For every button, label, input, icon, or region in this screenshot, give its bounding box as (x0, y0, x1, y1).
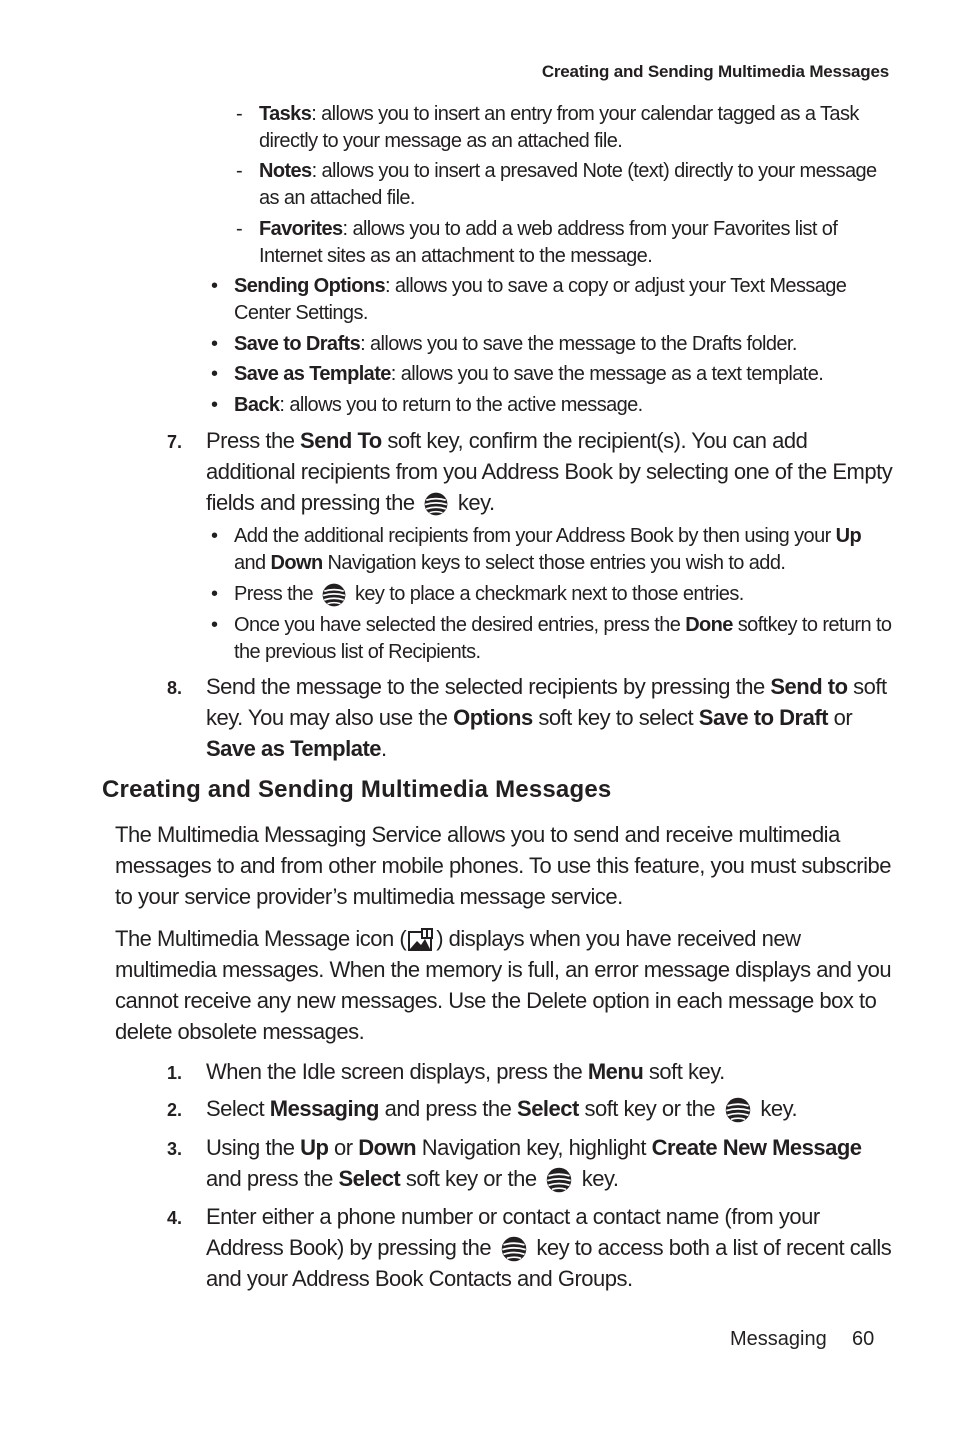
att-globe-ok-key-icon (500, 1235, 528, 1263)
step-3-text: Using the Up or Down Navigation key, highlight Create New Message and press the Select soft key or the key. (206, 1132, 894, 1194)
step-2-text: Select Messaging and press the Select soft key or the key. (206, 1093, 894, 1124)
dash-marker: - (236, 103, 243, 125)
dash-marker: - (236, 218, 243, 240)
item-text: : allows you to insert a presaved Note (text) directly to your message as an attached file. (259, 160, 877, 209)
step-number: 8. (167, 678, 183, 698)
att-globe-ok-key-icon (321, 582, 347, 608)
att-globe-ok-key-icon (545, 1166, 573, 1194)
bullet-marker: • (211, 275, 219, 297)
list-item: Once you have selected the desired entries, press the Done softkey to return to the previous list of Recipients. (234, 614, 892, 663)
step-number: 2. (167, 1100, 183, 1120)
step-number: 3. (167, 1139, 183, 1159)
paragraph: The Multimedia Messaging Service allows you to send and receive multimedia messages to and from other mobile phones. To use this feature, you must subscribe to your service provider’s multimedia message service. (115, 822, 891, 909)
term-save-to-drafts: Save to Drafts (234, 333, 361, 355)
item-text: : allows you to save the message to the Drafts folder. (360, 333, 797, 355)
item-text: : allows you to add a web address from your Favorites list of Internet sites as an attachment to the message. (259, 218, 838, 267)
section-heading: Creating and Sending Multimedia Messages (102, 776, 612, 803)
step-4-text: Enter either a phone number or contact a contact name (from your Address Book) by pressing the key to access both a list of recent calls and your Address Book Contacts and Groups. (206, 1204, 892, 1292)
bullet-marker: • (211, 394, 219, 416)
list-item (234, 392, 894, 419)
term-sending-options: Sending Options (234, 275, 385, 297)
term-favorites: Favorites (259, 218, 343, 240)
att-globe-ok-key-icon (724, 1096, 752, 1124)
bullet-marker: • (211, 583, 219, 605)
step-number: 1. (167, 1063, 183, 1083)
term-back: Back (234, 394, 280, 416)
step-7-text: Press the Send To soft key, confirm the recipient(s). You can add additional recipients from you Address Book by selecting one of the Empty fields and pressing the key. (206, 425, 894, 518)
bullet-marker: • (211, 614, 219, 636)
term-save-as-template: Save as Template (234, 363, 391, 385)
list-item (259, 158, 894, 212)
list-item (259, 216, 884, 270)
multimedia-message-icon (407, 927, 435, 953)
running-head: Creating and Sending Multimedia Messages (541, 62, 889, 81)
step-number: 4. (167, 1208, 183, 1228)
footer-section: Messaging (730, 1328, 827, 1350)
step-1-text: When the Idle screen displays, press the Menu soft key. (206, 1059, 725, 1084)
page-number: 60 (852, 1328, 875, 1350)
item-text: : allows you to save a copy or adjust your Text Message Center Settings. (234, 275, 847, 324)
list-item (259, 101, 894, 155)
item-text: : allows you to insert an entry from your calendar tagged as a Task directly to your message as an attached file. (259, 103, 859, 152)
bullet-marker: • (211, 363, 219, 385)
list-item (234, 331, 894, 358)
step-8-text: Send the message to the selected recipients by pressing the Send to soft key. You may also use the Options soft key to select Save to Draft or Save as Template. (206, 674, 887, 761)
item-text: : allows you to save the message as a text template. (390, 363, 824, 385)
item-text: : allows you to return to the active message. (279, 394, 643, 416)
list-item (234, 273, 864, 327)
list-item: Add the additional recipients from your Address Book by then using your Up and Down Navigation keys to select those entries you wish to add. (234, 525, 862, 574)
list-item: Press the key to place a checkmark next to those entries. (234, 581, 894, 608)
bullet-marker: • (211, 333, 219, 355)
att-globe-ok-key-icon (423, 491, 449, 517)
dash-marker: - (236, 160, 243, 182)
bullet-marker: • (211, 525, 219, 547)
term-tasks: Tasks (259, 103, 312, 125)
paragraph: The Multimedia Message icon ( ) displays when you have received new multimedia messages. When the memory is full, an error message displays and you cannot receive any new messages. Use the Delete option in each message box to delete obsolete messages. (115, 926, 892, 1044)
list-item (234, 361, 894, 388)
term-notes: Notes (259, 160, 312, 182)
step-number: 7. (167, 432, 183, 452)
